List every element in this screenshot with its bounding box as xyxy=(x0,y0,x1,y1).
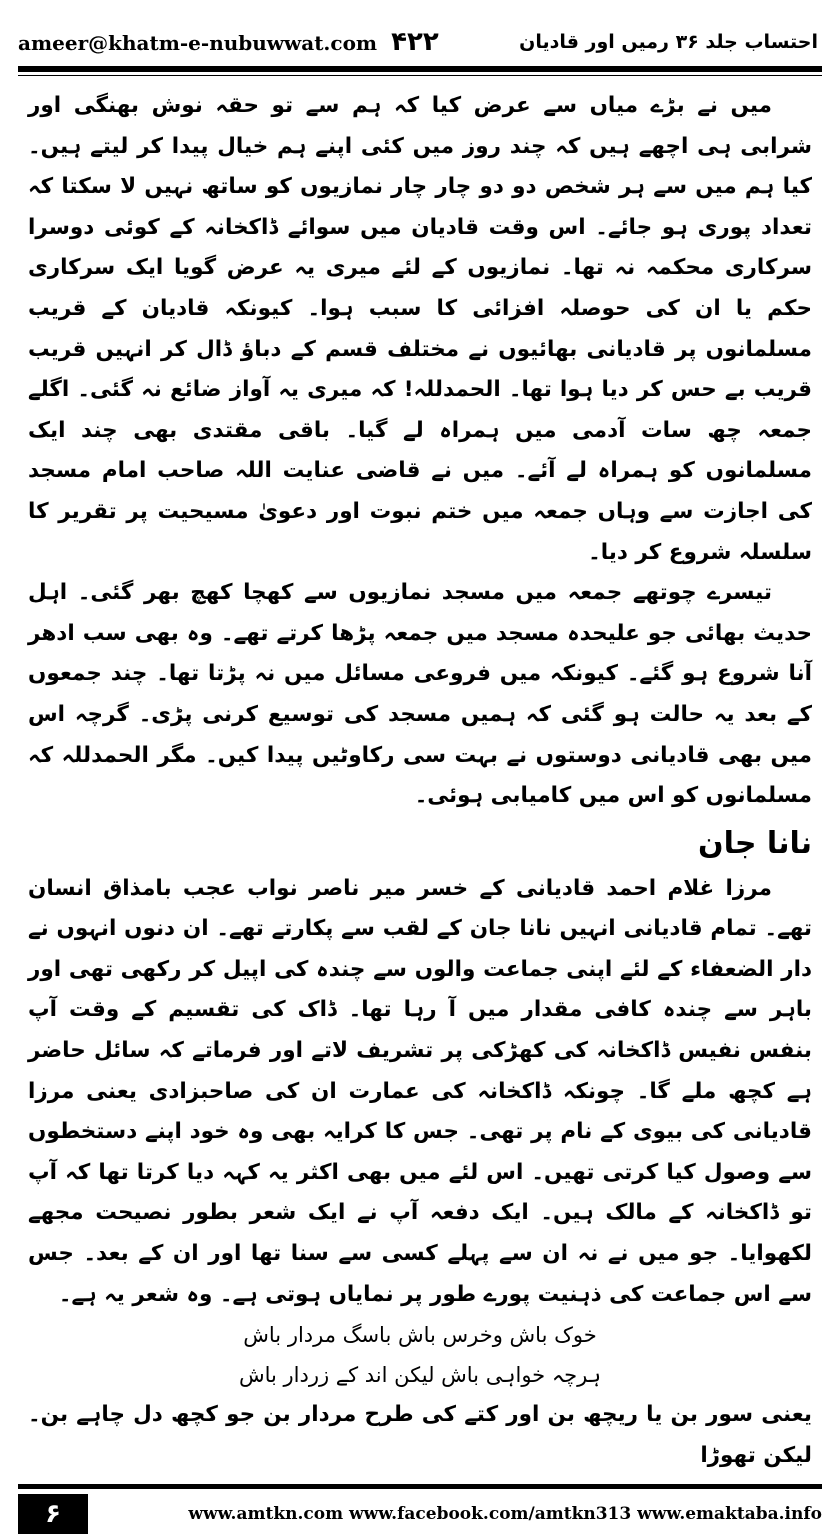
header-page-number: ۴۲۲ xyxy=(391,27,439,57)
paragraph-2: تیسرے چوتھے جمعہ میں مسجد نمازیوں سے کھچا کھچ بھر گئی۔ اہل حدیث بھائی جو علیحدہ مسجد میں جمعہ پڑھا کرتے تھے۔ وہ بھی سب ادھر آنا شروع ہو گئے۔ کیونکہ میں فروعی مسائل میں نہ پڑتا تھا۔ چند جمعوں کے بعد یہ حالت ہو گئی کہ ہمیں مسجد کی توسیع کرنی پڑی۔ گرچہ اس میں بھی قادیانی دوستوں نے بہت سی رکاوٹیں پیدا کیں۔ مگر الحمدللہ کہ مسلمانوں کو اس میں کامیابی ہوئی۔ xyxy=(28,580,812,809)
page-number-badge: ۶ xyxy=(18,1494,88,1534)
poem xyxy=(28,1315,812,1395)
page-body xyxy=(28,86,812,1468)
paragraph-1: میں نے بڑے میاں سے عرض کیا کہ ہم سے تو حقہ نوش بھنگی اور شرابی ہی اچھے ہیں کہ چند روز میں کئی اپنے ہم خیال پیدا کر لیتے ہیں۔ کیا ہم میں سے ہر شخص دو دو چار چار نمازیوں کو ساتھ نہیں لا سکتا کہ تعداد پوری ہو جائے۔ اس وقت قادیان میں سوائے ڈاکخانہ کے کوئی دوسرا سرکاری محکمہ نہ تھا۔ نمازیوں کے لئے میری یہ عرض گویا ایک سرکاری حکم یا ان کی حوصلہ افزائی کا سبب ہوا۔ کیونکہ قادیان کے قریب مسلمانوں پر قادیانی بھائیوں نے مختلف قسم کے دباؤ ڈال کر انہیں قریب قریب بے حس کر دیا ہوا تھا۔ الحمدللہ! کہ میری یہ آواز ضائع نہ گئی۔ اگلے جمعہ چھ سات آدمی میں ہمراہ لے گیا۔ باقی مقتدی بھی چند ایک مسلمانوں کو ہمراہ لے آئے۔ میں نے قاضی عنایت اللہ صاحب امام مسجد کی اجازت سے وہاں جمعہ میں ختم نبوت اور دعویٰ مسیحیت پر تقریر کا سلسلہ شروع کر دیا۔ xyxy=(28,93,812,565)
header-email[interactable]: ameer@khatm-e-nubuwwat.com xyxy=(18,31,378,55)
page-footer xyxy=(18,1494,822,1534)
paragraph-3: مرزا غلام احمد قادیانی کے خسر میر ناصر نواب عجب بامذاق انسان تھے۔ تمام قادیانی انہیں نانا جان کے لقب سے پکارتے تھے۔ ان دنوں انہوں نے دار الضعفاء کے لئے اپنی جماعت والوں سے چندہ کی اپیل کر رکھی تھی اور باہر سے چندہ کافی مقدار میں آ رہا تھا۔ ڈاک کی تقسیم کے وقت آپ بنفس نفیس ڈاکخانہ کی کھڑکی پر تشریف لاتے اور فرماتے کہ سائل حاضر ہے کچھ ملے گا۔ چونکہ ڈاکخانہ کی عمارت ان کی صاحبزادی یعنی مرزا قادیانی کی بیوی کے نام پر تھی۔ جس کا کرایہ بھی وہ خود اپنے دستخطوں سے وصول کیا کرتی تھیں۔ اس لئے میں بھی اکثر یہ کہہ دیا کرتا تھا کہ آپ تو ڈاکخانہ کے مالک ہیں۔ ایک دفعہ آپ نے ایک شعر بطور نصیحت مجھے لکھوایا۔ جو میں نے نہ ان سے پہلے کسی سے سنا تھا اور ان کے بعد۔ جس سے اس جماعت کی ذہنیت پورے طور پر نمایاں ہوتی ہے۔ وہ شعر یہ ہے۔ xyxy=(28,875,812,1307)
header-rule-thin xyxy=(18,75,822,76)
running-title: احتساب جلد ۳۶ رمیں اور قادیان xyxy=(519,31,818,53)
poem-line-1: خوک باش وخرس باش باسگ مردار باش xyxy=(243,1323,597,1348)
footer-links[interactable]: www.amtkn.com www.facebook.com/amtkn313 www.emaktaba.info xyxy=(188,1504,822,1524)
page-header xyxy=(18,22,818,62)
header-rule-thick xyxy=(18,66,822,72)
footer-rule xyxy=(18,1484,822,1489)
section-heading: نانا جان xyxy=(698,825,812,861)
poem-line-2: ہرچہ خواہی باش لیکن اند کے زردار باش xyxy=(238,1363,602,1388)
closing-line: یعنی سور بن یا ریچھ بن اور کتے کی طرح مردار بن جو کچھ دل چاہے بن۔ لیکن تھوڑا xyxy=(28,1402,812,1468)
header-left-group xyxy=(18,27,439,57)
